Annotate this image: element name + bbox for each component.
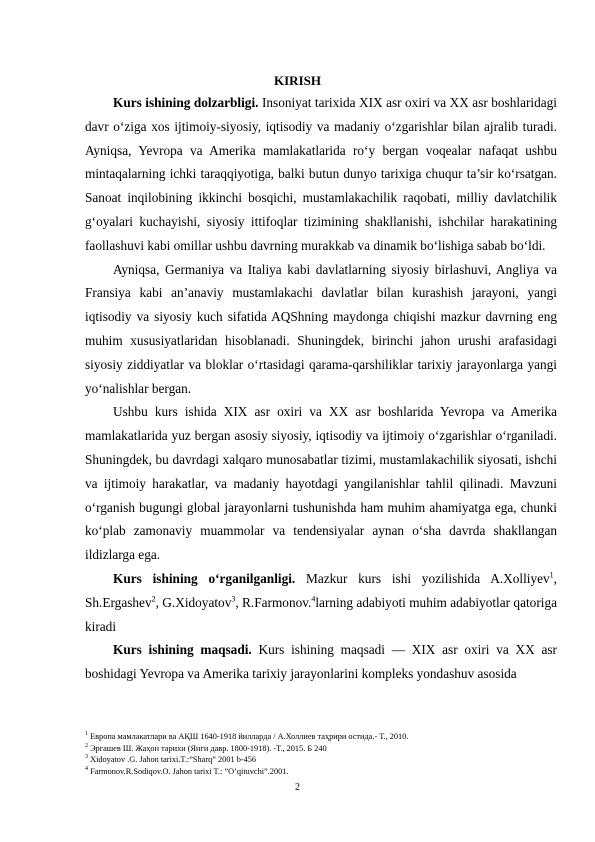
footnote-number: 4 xyxy=(85,766,88,773)
footnote-text: Европа мамлакатлари ва АҚШ 1640-1918 йилларда / А.Холлиев таҳрири остида.- Т., 2010. xyxy=(88,732,409,741)
footnote-ref[interactable]: 1 xyxy=(549,570,554,580)
paragraph-text: Ushbu kurs ishida XIX asr oxiri va XX asr boshlarida Yevropa va Amerika mamlakatlarida yuz bergan asosiy siyosiy, iqtisodiy va ijtimoiy o‘zgarishlar o‘rganiladi. Shuningdek, bu davrdagi xalqaro munosabatlar tizimi, mustamlakachilik siyosati, ishchi va ijtimoiy harakatlar, va madaniy hayotdagi yangilanishlar tahlil qilinadi. Mavzuni o‘rganish bugungi global jarayonlarni tushunishda ham muhim ahamiyatga ega, chunki ko‘plab zamonaviy muammolar va tendensiyalar aynan o‘sha davrda shakllangan ildizlarga ega. xyxy=(85,404,557,563)
footnote-number: 3 xyxy=(85,754,88,761)
paragraph-text: , R.Farmonov. xyxy=(235,594,312,610)
footnote-number: 1 xyxy=(85,731,88,738)
paragraph-text: , G.Xidoyatov xyxy=(155,594,232,610)
paragraph-lead: Kurs ishining o‘rganilganligi. xyxy=(113,570,296,586)
footnote-item xyxy=(85,766,557,778)
paragraph-text: Mazkur kurs ishi yozilishida A.Xolliyev xyxy=(295,570,550,586)
paragraph-text: Kurs ishining maqsadi — XIX asr oxiri va XX asr boshidagi Yevropa va Amerika tarixiy jarayonlarini kompleks yondashuv asosida xyxy=(85,642,557,682)
footnote-text: Farmonov.R.Sodiqov.O. Jahon tarixi T.: ”O’qituvchi”.2001. xyxy=(88,766,289,776)
paragraph-goal xyxy=(85,638,557,686)
paragraph-text: , Sh.Ergashev xyxy=(85,570,557,610)
paragraph-context xyxy=(85,258,557,401)
body-text xyxy=(85,91,557,686)
footnote-text: Эргашев Ш. Жаҳон тарихи (Янги давр. 1800-1918). -Т., 2015. Б 240 xyxy=(88,743,327,753)
paragraph-lead: Kurs ishining dolzarbligi. xyxy=(113,95,259,110)
footnote-item xyxy=(85,754,557,766)
paragraph-relevance xyxy=(85,91,557,258)
paragraph-text: Ayniqsa, Germaniya va Italiya kabi davlatlarning siyosiy birlashuvi, Angliya va Fransiya kabi an’anaviy mustamlakachi davlatlar bilan kurashish jarayoni, yangi iqtisodiy va siyosiy kuch sifatida AQShning maydonga chiqishi mazkur davrning eng muhim xususiyatlaridan hisoblanadi. Shuningdek, birinchi jahon urushi arafasidagi siyosiy ziddiyatlar va bloklar o‘rtasidagi qarama-qarshiliklar tarixiy jarayonlarga yangi yo‘nalishlar bergan. xyxy=(85,261,557,396)
paragraph-text: Insoniyat tarixida XIX asr oxiri va XX asr boshlaridagi davr o‘ziga xos ijtimoiy-siyosiy, iqtisodiy va madaniy o‘zgarishlar bilan ajralib turadi. Ayniqsa, Yevropa va Amerika mamlakatlarida ro‘y bergan voqealar nafaqat ushbu mintaqalarning ichki taraqqiyotiga, balki butun dunyo tarixiga chuqur ta’sir ko‘rsatgan. Sanoat inqilobining ikkinchi bosqichi, mustamlakachilik raqobati, milliy davlatchilik g‘oyalari kuchayishi, siyosiy ittifoqlar tizimining shakllanishi, ishchilar harakatining faollashuvi kabi omillar ushbu davrning murakkab va dinamik bo‘lishiga sabab bo‘ldi. xyxy=(85,95,557,253)
footnotes xyxy=(85,731,557,777)
paragraph-text: larning adabiyoti muhim adabiyotlar qatoriga kiradi xyxy=(85,594,557,634)
page-number: 2 xyxy=(295,782,300,793)
footnote-ref[interactable]: 2 xyxy=(151,594,156,604)
section-heading: KIRISH xyxy=(274,73,321,88)
footnote-item xyxy=(85,743,557,755)
paragraph-literature xyxy=(85,567,557,638)
paragraph-lead: Kurs ishining maqsadi. xyxy=(113,642,252,658)
paragraph-scope xyxy=(85,400,557,567)
footnote-text: Xidoyatov .G. Jahon tarixi.T.:”Sharq” 2001 b-456 xyxy=(88,755,257,765)
footnote-ref[interactable]: 4 xyxy=(311,594,316,604)
footnote-item xyxy=(85,731,557,743)
footnote-ref[interactable]: 3 xyxy=(231,594,236,604)
footnote-number: 2 xyxy=(85,742,88,749)
